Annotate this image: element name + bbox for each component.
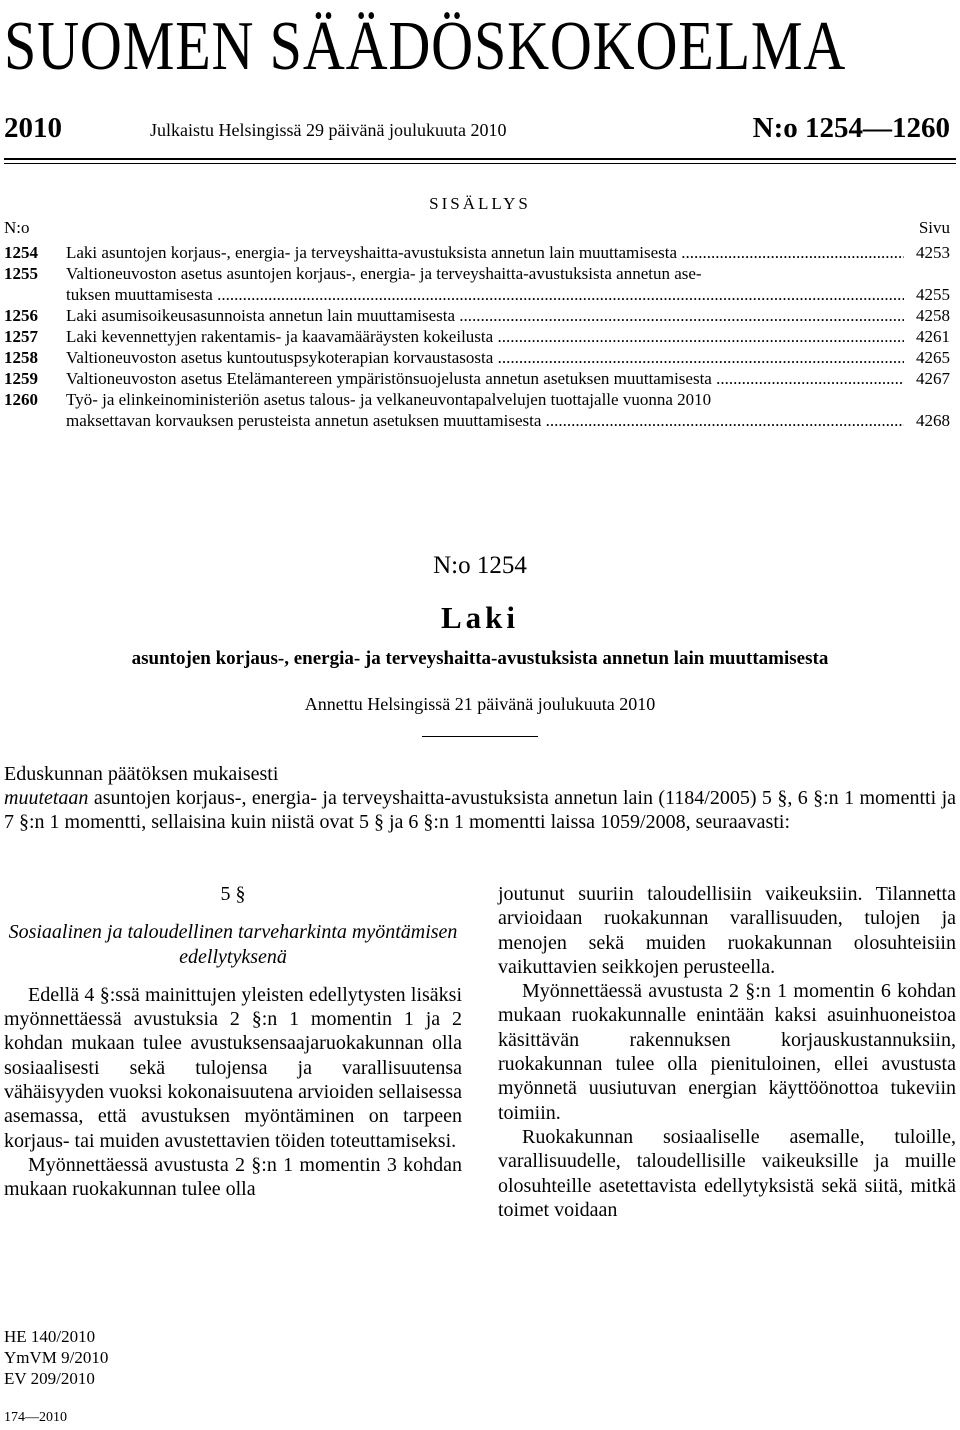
toc-entry-number: 1255	[4, 264, 38, 283]
section-spacer	[4, 969, 462, 983]
preamble	[4, 762, 956, 834]
section-heading: Sosiaalinen ja taloudellinen tarveharkinta myöntämisen edellytyksenä	[8, 921, 458, 968]
preamble-intro: Eduskunnan päätöksen mukaisesti	[4, 763, 279, 785]
toc-entry-page: 4268	[916, 411, 950, 430]
toc-entry-title-line: Laki asumisoikeusasunnoista annetun lain muuttamisesta .....	[66, 305, 904, 326]
preamble-body	[4, 786, 956, 834]
toc-entry-title-line: Valtioneuvoston asetus Etelämantereen ympäristönsuojelusta annetun asetuksen muuttamisesta .....	[66, 368, 904, 389]
toc-entry	[4, 305, 956, 326]
toc-entry-number: 1260	[4, 390, 38, 409]
toc-entry-title	[66, 326, 904, 347]
toc-title: SISÄLLYS	[429, 194, 531, 213]
act-type: Laki	[440, 600, 520, 635]
toc-entry-title-line: Laki asuntojen korjaus-, energia- ja terveyshaitta-avustuksista annetun lain muuttamisesta .....	[66, 242, 904, 263]
masthead: SUOMEN SÄÄDÖSKOKOELMA	[4, 8, 847, 85]
toc-entry-title-line: Valtioneuvoston asetus kuntoutuspsykoterapian korvaustasosta .....	[66, 347, 904, 368]
footnote-ref: YmVM 9/2010	[4, 1348, 109, 1367]
toc-entry	[4, 368, 956, 389]
toc-header	[4, 218, 956, 240]
toc-entry-page: 4253	[916, 243, 950, 262]
title-divider	[422, 736, 538, 737]
left-column	[4, 882, 462, 1202]
toc-entry-title	[66, 368, 904, 389]
toc-entry-title-line: maksettavan korvauksen perusteista annetun asetuksen muuttamisesta .....	[66, 410, 904, 431]
preamble-text: asuntojen korjaus-, energia- ja terveyshaitta-avustuksista annetun lain (1184/2005) 5 §, 6 §:n 1 momentti ja 7 §:n 1 momentti, sellaisina kuin niistä ovat 5 § ja 6 §:n 1 momentti laissa 1059/2008, seuraavasti:	[4, 787, 956, 833]
toc-entry-title	[66, 347, 904, 368]
footnote-ref: HE 140/2010	[4, 1327, 96, 1346]
toc-entry-title	[66, 305, 904, 326]
paragraph: Ruokakunnan sosiaaliselle asemalle, tuloille, varallisuudelle, taloudellisille vaikeuksille ja muille olosuhteille asetettavista edellytyksistä sekä siitä, mitkä toimet voidaan	[498, 1125, 956, 1221]
toc-entry-page: 4255	[916, 285, 950, 304]
toc-entry-number: 1259	[4, 369, 38, 388]
toc-entry	[4, 263, 956, 305]
toc-entry-title-line: tuksen muuttamisesta .....	[66, 284, 904, 305]
issue-numbers: N:o 1254—1260	[752, 112, 950, 144]
header-rule-top	[4, 158, 956, 160]
toc-entry-title-line: Laki kevennettyjen rakentamis- ja kaavamääräysten kokeilusta .....	[66, 326, 904, 347]
toc-entry-number: 1258	[4, 348, 38, 367]
page-number: 174—2010	[4, 1410, 67, 1425]
act-number: N:o 1254	[433, 552, 527, 579]
section-spacer	[4, 906, 462, 920]
toc-entry-page: 4267	[916, 369, 950, 388]
footnote-ref: EV 209/2010	[4, 1369, 95, 1388]
toc-entry	[4, 326, 956, 347]
toc-entry-title	[66, 242, 904, 263]
toc-entry-number: 1257	[4, 327, 38, 346]
toc-entry	[4, 389, 956, 431]
publication-date: Julkaistu Helsingissä 29 päivänä joulukuuta 2010	[150, 120, 507, 140]
toc-entry-page: 4261	[916, 327, 950, 346]
right-column	[498, 882, 956, 1222]
issue-year: 2010	[4, 112, 62, 144]
footnote-references	[4, 1326, 108, 1389]
toc-entry-number: 1254	[4, 243, 38, 262]
toc-entry-title	[66, 389, 904, 431]
toc-number-column-label: N:o	[4, 218, 30, 237]
toc-entry-page: 4265	[916, 348, 950, 367]
paragraph: Myönnettäessä avustusta 2 §:n 1 momentin 3 kohdan mukaan ruokakunnan tulee olla	[4, 1153, 462, 1201]
section-number: 5 §	[220, 883, 246, 905]
toc-entry-title	[66, 263, 904, 305]
issue-line	[4, 112, 956, 152]
paragraph: joutunut suuriin taloudellisiin vaikeuksiin. Tilannetta arvioidaan ruokakunnan varallisuuden, tulojen ja menojen sekä muiden ruokakunnan olosuhteisiin vaikuttavien seikkojen perusteella.	[498, 883, 956, 978]
table-of-contents	[4, 242, 956, 431]
act-title: asuntojen korjaus-, energia- ja terveyshaitta-avustuksista annetun lain muuttamisesta	[131, 648, 829, 669]
act-given-date: Annettu Helsingissä 21 päivänä joulukuuta 2010	[304, 694, 656, 714]
toc-entry-number: 1256	[4, 306, 38, 325]
preamble-verb: muutetaan	[4, 787, 89, 809]
toc-page-column-label: Sivu	[918, 218, 950, 237]
toc-entry-title-line: Valtioneuvoston asetus asuntojen korjaus-, energia- ja terveyshaitta-avustuksista annetun ase-	[66, 264, 702, 283]
toc-entry-page: 4258	[916, 306, 950, 325]
toc-entry-title-line: Työ- ja elinkeinoministeriön asetus talous- ja velkaneuvontapalvelujen tuottajalle vuonna 2010	[66, 390, 712, 409]
paragraph: Myönnettäessä avustusta 2 §:n 1 momentin 6 kohdan mukaan ruokakunnalle enintään kaksi asuinhuoneistoa käsittävän rakennuksen korjauskustannuksiin, ruokakunnan tulee olla pienituloinen, ellei avustusta myönnetä uusiutuvan energian käyttöönottoa tukeviin toimiin.	[498, 980, 956, 1124]
header-rule-bottom	[4, 163, 956, 164]
toc-entry	[4, 242, 956, 263]
paragraph: Edellä 4 §:ssä mainittujen yleisten edellytysten lisäksi myönnettäessä avustuksia 2 §:n 1 momentin 1 ja 2 kohdan mukaan tulee avustuksensaajaruokakunnan olla sosiaalisesti sekä tulojensa ja varallisuutensa vähäisyyden vuoksi kokonaisuutena arvioiden sellaisessa asemassa, että avustuksen myöntäminen on tarpeen korjaus- tai muiden avustettavien töiden toteuttamiseksi.	[4, 983, 462, 1152]
toc-entry	[4, 347, 956, 368]
